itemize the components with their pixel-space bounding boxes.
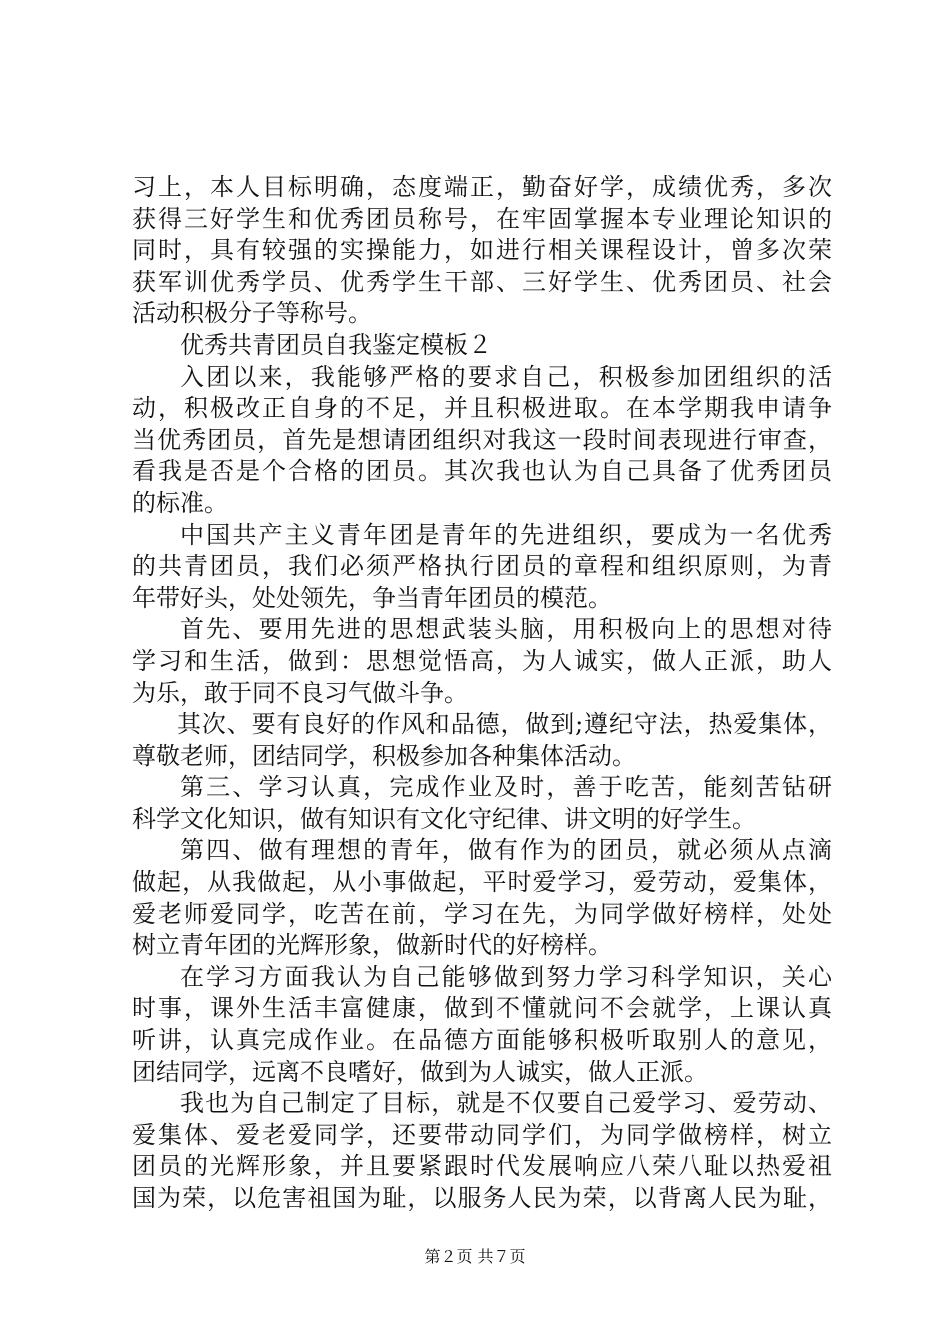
text-line: 爱老师爱同学，吃苦在前，学习在先，为同学做好榜样，处处 — [132, 899, 832, 928]
text-line: 动，积极改正自身的不足，并且积极进取。在本学期我申请争 — [132, 394, 832, 423]
text-line: 中国共产主义青年团是青年的先进组织，要成为一名优秀 — [180, 520, 832, 549]
text-line: 做起，从我做起，从小事做起，平时爱学习，爱劳动，爱集体， — [132, 868, 832, 897]
text-line: 第四、做有理想的青年，做有作为的团员，就必须从点滴 — [180, 836, 832, 865]
text-line: 看我是否是个合格的团员。其次我也认为自己具备了优秀团员 — [132, 457, 832, 486]
text-line: 爱集体、爱老爱同学，还要带动同学们，为同学做榜样，树立 — [132, 1120, 832, 1149]
text-line: 入团以来，我能够严格的要求自己，积极参加团组织的活 — [180, 362, 832, 391]
section-heading: 优秀共青团员自我鉴定模板２ — [180, 330, 492, 359]
text-line: 科学文化知识，做有知识有文化守纪律、讲文明的好学生。 — [132, 804, 756, 833]
text-line: 为乐，敢于同不良习气做斗争。 — [132, 678, 468, 707]
text-line: 其次、要有良好的作风和品德，做到;遵纪守法，热爱集体， — [177, 710, 832, 739]
text-line: 的标准。 — [132, 488, 228, 517]
document-body — [132, 172, 832, 1215]
text-line: 第三、学习认真，完成作业及时，善于吃苦，能刻苦钻研 — [180, 773, 832, 802]
text-line: 团员的光辉形象，并且要紧跟时代发展响应八荣八耻以热爱祖 — [132, 1152, 832, 1181]
page-footer: 第２页 共７页 — [424, 1247, 526, 1266]
text-line: 同时，具有较强的实操能力，如进行相关课程设计，曾多次荣 — [132, 236, 832, 265]
text-line: 获军训优秀学员、优秀学生干部、三好学生、优秀团员、社会 — [132, 267, 832, 296]
text-line: 的共青团员，我们必须严格执行团员的章程和组织原则，为青 — [132, 552, 832, 581]
text-line: 首先、要用先进的思想武装头脑，用积极向上的思想对待 — [180, 615, 832, 644]
text-line: 活动积极分子等称号。 — [132, 299, 372, 328]
text-line: 我也为自己制定了目标，就是不仅要自己爱学习、爱劳动、 — [180, 1089, 832, 1118]
text-line: 国为荣，以危害祖国为耻，以服务人民为荣，以背离人民为耻， — [132, 1184, 832, 1212]
text-line: 听讲，认真完成作业。在品德方面能够积极听取别人的意见， — [132, 1026, 832, 1055]
text-line: 习上，本人目标明确，态度端正，勤奋好学，成绩优秀，多次 — [132, 173, 832, 201]
text-line: 在学习方面我认为自己能够做到努力学习科学知识，关心 — [180, 962, 832, 991]
text-line: 学习和生活，做到：思想觉悟高，为人诚实，做人正派，助人 — [132, 646, 832, 675]
text-line: 获得三好学生和优秀团员称号，在牢固掌握本专业理论知识的 — [132, 204, 832, 233]
text-line: 团结同学，远离不良嗜好，做到为人诚实，做人正派。 — [132, 1057, 708, 1086]
text-line: 时事，课外生活丰富健康，做到不懂就问不会就学，上课认真 — [132, 994, 832, 1023]
text-line: 当优秀团员，首先是想请团组织对我这一段时间表现进行审查， — [132, 425, 832, 454]
text-line: 尊敬老师，团结同学，积极参加各种集体活动。 — [132, 741, 636, 770]
text-line: 树立青年团的光辉形象，做新时代的好榜样。 — [132, 931, 612, 960]
text-line: 年带好头，处处领先，争当青年团员的模范。 — [132, 583, 612, 612]
